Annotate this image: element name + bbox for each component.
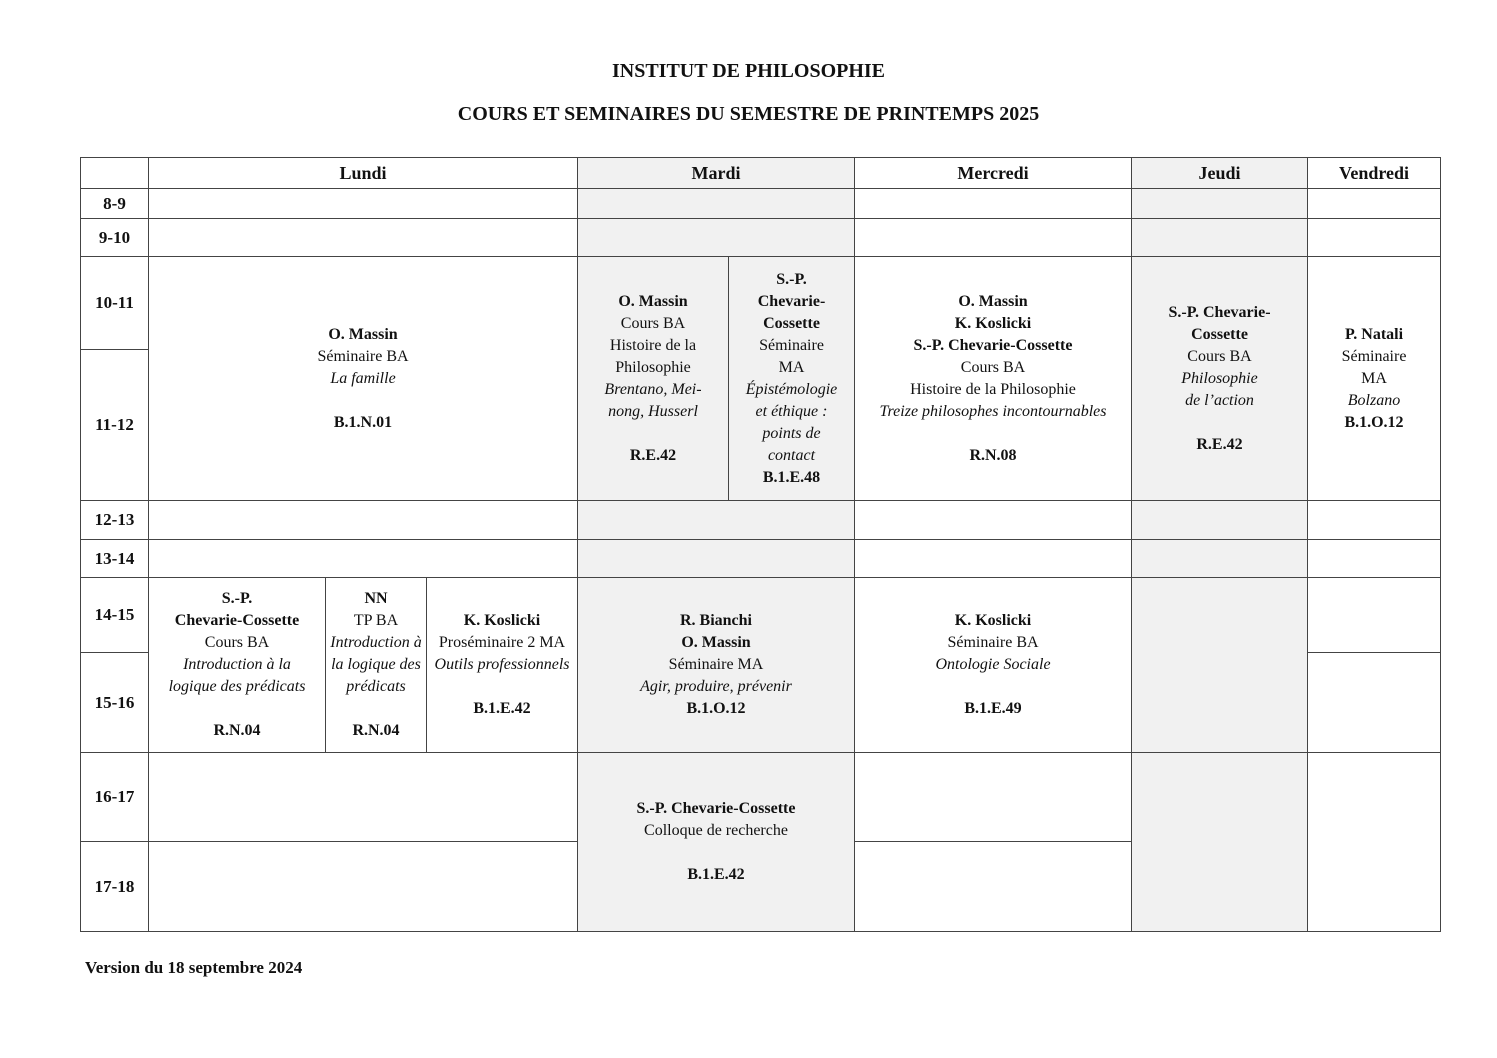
course-prof: NN [364, 590, 388, 607]
course-prof: S.-P. [776, 270, 807, 288]
row-8-9 [81, 189, 1441, 219]
course-block-mercredi-koslicki [855, 578, 1132, 753]
course-topic: de l’action [1185, 391, 1254, 409]
time-label: 8-9 [81, 189, 149, 219]
course-type: TP BA [353, 612, 399, 629]
course-prof: K. Koslicki [954, 612, 1032, 629]
course-block-lundi-chevarie [149, 578, 326, 753]
course-block-jeudi-chevarie [1132, 257, 1308, 501]
empty-cell [1308, 753, 1441, 932]
time-label: 17-18 [81, 842, 149, 932]
course-room: B.1.O.12 [686, 700, 746, 717]
course-topic: points de [762, 424, 821, 442]
time-label: 15-16 [81, 653, 149, 753]
course-topic: prédicats [346, 678, 406, 695]
time-label: 12-13 [81, 501, 149, 540]
course-type: Séminaire [1341, 347, 1407, 365]
course-block-mardi-massin [578, 257, 729, 501]
time-label: 9-10 [81, 219, 149, 257]
empty-cell [1132, 501, 1308, 540]
day-header-vendredi: Vendredi [1308, 158, 1441, 189]
course-prof: K. Koslicki [463, 612, 541, 629]
course-topic: Outils professionnels [434, 656, 570, 673]
course-prof: S.-P. [221, 590, 253, 607]
course-type: Cours BA [620, 314, 686, 332]
empty-cell [578, 501, 855, 540]
row-9-10 [81, 219, 1441, 257]
course-prof: K. Koslicki [954, 314, 1032, 332]
empty-cell [855, 501, 1132, 540]
course-type: Séminaire BA [947, 634, 1039, 651]
course-room: R.N.08 [969, 446, 1017, 464]
course-subject: Histoire de la [609, 336, 697, 354]
course-subject: Histoire de la Philosophie [910, 380, 1076, 398]
empty-cell [149, 842, 578, 932]
course-topic: contact [767, 446, 816, 464]
course-type: Cours BA [960, 358, 1026, 376]
course-type: Colloque de recherche [644, 822, 788, 839]
course-topic: et éthique : [755, 402, 828, 420]
empty-cell [1308, 540, 1441, 578]
course-room: R.E.42 [1196, 435, 1243, 453]
course-topic: Ontologie Sociale [935, 656, 1051, 673]
empty-cell [1132, 219, 1308, 257]
empty-cell [1132, 578, 1308, 753]
course-prof: O. Massin [958, 292, 1028, 310]
course-prof: Cossette [763, 314, 820, 332]
course-prof: O. Massin [328, 325, 398, 343]
time-label: 10-11 [81, 257, 149, 350]
course-prof: O. Massin [681, 634, 751, 651]
time-label: 11-12 [81, 350, 149, 501]
empty-cell [855, 753, 1132, 842]
empty-cell [1308, 189, 1441, 219]
course-block-lundi-nn [326, 578, 427, 753]
course-topic: la logique des [331, 656, 421, 673]
course-topic: Épistémologie [745, 380, 838, 398]
course-type: Cours BA [1187, 347, 1252, 365]
empty-cell [578, 189, 855, 219]
empty-cell [1308, 653, 1441, 753]
course-type: MA [778, 358, 805, 376]
course-prof: R. Bianchi [679, 612, 752, 629]
row-12-13 [81, 501, 1441, 540]
course-prof: Chevarie-Cossette [174, 612, 300, 629]
course-prof: O. Massin [618, 292, 688, 310]
course-prof: S.-P. Chevarie- [1168, 303, 1271, 321]
empty-cell [1132, 189, 1308, 219]
course-topic: Introduction à la [183, 656, 291, 673]
course-prof: Cossette [1191, 325, 1248, 343]
course-type: Séminaire [759, 336, 824, 354]
course-block-mercredi-histoire [855, 257, 1132, 501]
course-type: MA [1361, 369, 1387, 387]
row-16-17 [81, 753, 1441, 842]
course-topic: La famille [330, 369, 396, 387]
course-type: Cours BA [204, 634, 270, 651]
empty-cell [578, 219, 855, 257]
course-topic: nong, Husserl [608, 402, 698, 420]
row-14-15 [81, 578, 1441, 653]
version-note: Version du 18 septembre 2024 [85, 958, 303, 977]
empty-cell [578, 540, 855, 578]
course-prof: P. Natali [1344, 325, 1404, 343]
empty-cell [149, 540, 578, 578]
empty-cell [149, 189, 578, 219]
empty-cell [855, 842, 1132, 932]
course-type: Séminaire BA [317, 347, 409, 365]
course-block-lundi-massin [149, 257, 578, 501]
time-label: 16-17 [81, 753, 149, 842]
course-subject: Philosophie [615, 358, 691, 376]
time-label: 13-14 [81, 540, 149, 578]
empty-cell [149, 501, 578, 540]
course-prof: Chevarie- [757, 292, 826, 310]
empty-cell [1308, 219, 1441, 257]
course-topic: Brentano, Mei- [604, 380, 702, 398]
course-block-mardi-bianchi [578, 578, 855, 753]
course-room: B.1.E.42 [687, 866, 745, 883]
empty-cell [1308, 578, 1441, 653]
day-header-lundi: Lundi [149, 158, 578, 189]
day-header-mardi: Mardi [578, 158, 855, 189]
empty-cell [855, 219, 1132, 257]
schedule-table [80, 157, 1441, 932]
empty-cell [1308, 501, 1441, 540]
row-10-11 [81, 257, 1441, 350]
empty-cell [1132, 540, 1308, 578]
course-room: R.N.04 [352, 722, 400, 739]
course-type: Séminaire MA [668, 656, 764, 673]
course-block-mardi-colloque [578, 753, 855, 932]
empty-cell [1132, 753, 1308, 932]
course-room: R.E.42 [629, 446, 677, 464]
course-block-lundi-koslicki [427, 578, 578, 753]
course-topic: Agir, produire, prévenir [640, 678, 792, 695]
semester-title: COURS ET SEMINAIRES DU SEMESTRE DE PRINTEMPS 2025 [457, 103, 1040, 125]
day-header-mercredi: Mercredi [855, 158, 1132, 189]
course-block-mardi-chevarie [729, 257, 855, 501]
corner-cell [81, 158, 149, 189]
course-room: B.1.O.12 [1344, 413, 1404, 431]
empty-cell [855, 189, 1132, 219]
institute-title: INSTITUT DE PHILOSOPHIE [611, 60, 886, 82]
course-topic: Philosophie [1181, 369, 1258, 387]
course-room: B.1.E.48 [762, 468, 821, 486]
course-topic: Treize philosophes incontournables [879, 402, 1107, 420]
course-topic: Bolzano [1347, 391, 1401, 409]
header-row [81, 158, 1441, 189]
course-block-vendredi-natali [1308, 257, 1441, 501]
course-room: B.1.E.49 [964, 700, 1022, 717]
course-room: R.N.04 [213, 722, 261, 739]
empty-cell [855, 540, 1132, 578]
course-room: B.1.N.01 [333, 413, 393, 431]
course-room: B.1.E.42 [473, 700, 531, 717]
empty-cell [149, 753, 578, 842]
course-type: Proséminaire 2 MA [438, 634, 566, 651]
course-prof: S.-P. Chevarie-Cossette [636, 800, 796, 817]
row-13-14 [81, 540, 1441, 578]
course-topic: Introduction à [330, 634, 422, 651]
empty-cell [149, 219, 578, 257]
course-prof: S.-P. Chevarie-Cossette [913, 336, 1073, 354]
time-label: 14-15 [81, 578, 149, 653]
course-topic: logique des prédicats [168, 678, 306, 695]
day-header-jeudi: Jeudi [1132, 158, 1308, 189]
